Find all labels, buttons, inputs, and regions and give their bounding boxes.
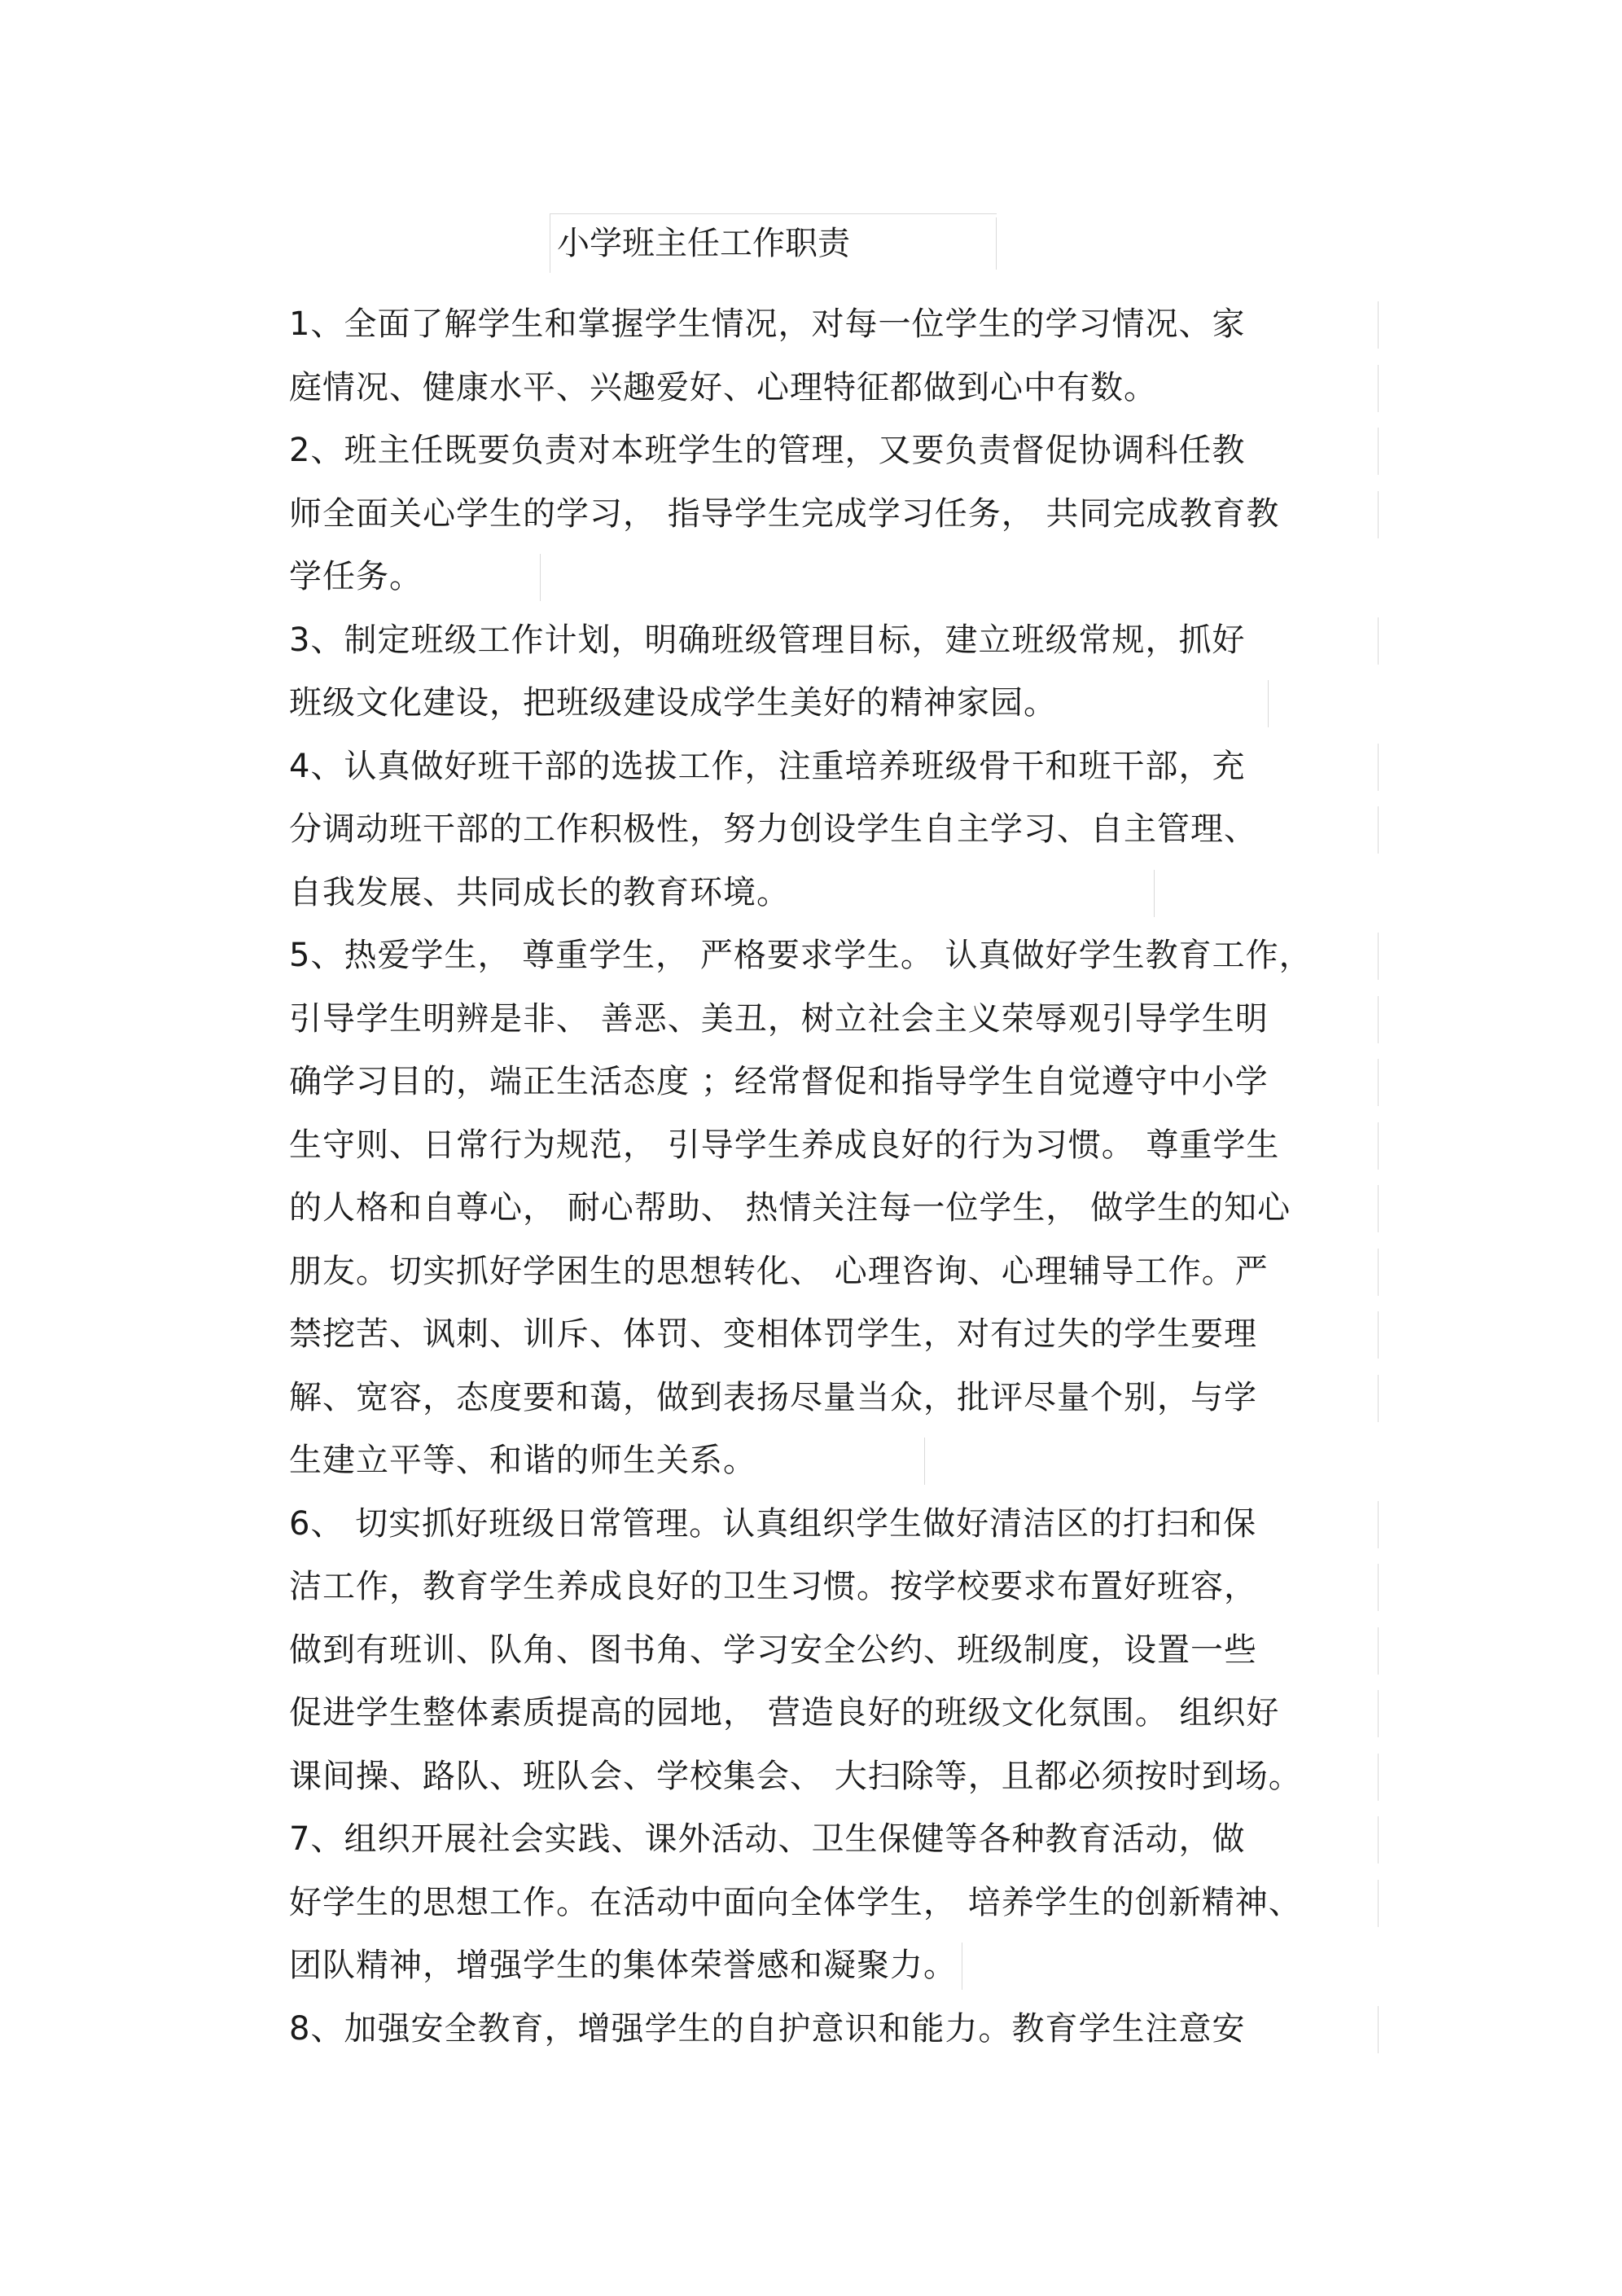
text-line-content: 课间操、路队、班队会、学校集会、 大扫除等，且都必须按时到场。 bbox=[289, 1757, 1302, 1795]
text-line bbox=[289, 988, 1380, 1051]
cell-border bbox=[1378, 1880, 1379, 1927]
text-line bbox=[289, 1114, 1380, 1178]
text-line bbox=[289, 672, 1380, 735]
text-line-content: 2、班主任既要负责对本班学生的管理，又要负责督促协调科任教 bbox=[289, 432, 1246, 469]
cell-border bbox=[1378, 996, 1379, 1043]
cell-border bbox=[1378, 744, 1379, 791]
text-line bbox=[289, 419, 1380, 483]
text-line bbox=[289, 1367, 1380, 1430]
text-line-content: 分调动班干部的工作积极性，努力创设学生自主学习、自主管理、 bbox=[289, 810, 1257, 848]
text-line bbox=[289, 1303, 1380, 1367]
text-line-content: 自我发展、共同成长的教育环境。 bbox=[289, 873, 790, 911]
text-line-content: 做到有班训、队角、图书角、学习安全公约、班级制度，设置一些 bbox=[289, 1631, 1257, 1669]
cell-border bbox=[1378, 617, 1379, 665]
cell-border bbox=[1378, 2006, 1379, 2053]
cell-border bbox=[1268, 680, 1269, 727]
cell-border bbox=[540, 554, 541, 601]
text-line-content: 3、制定班级工作计划，明确班级管理目标，建立班级常规，抓好 bbox=[289, 621, 1246, 659]
text-line-content: 生建立平等、和谐的师生关系。 bbox=[289, 1442, 756, 1479]
text-line-content: 5、热爱学生， 尊重学生， 严格要求学生。 认真做好学生教育工作， bbox=[289, 937, 1313, 974]
text-line bbox=[289, 546, 1380, 609]
text-line-content: 生守则、日常行为规范， 引导学生养成良好的行为习惯。 尊重学生 bbox=[289, 1126, 1280, 1164]
text-line bbox=[289, 862, 1380, 925]
text-line-content: 1、全面了解学生和掌握学生情况，对每一位学生的学习情况、家 bbox=[289, 305, 1246, 343]
text-line-content: 学任务。 bbox=[289, 558, 423, 595]
cell-border bbox=[1378, 1311, 1379, 1359]
text-line-content: 确学习目的，端正生活态度 ；经常督促和指导学生自觉遵守中小学 bbox=[289, 1063, 1269, 1100]
text-line bbox=[289, 1808, 1380, 1872]
cell-border bbox=[1378, 1816, 1379, 1864]
text-line-content: 的人格和自尊心， 耐心帮助、 热情关注每一位学生， 做学生的知心 bbox=[289, 1189, 1291, 1227]
text-line-content: 解、宽容，态度要和蔼，做到表扬尽量当众，批评尽量个别，与学 bbox=[289, 1378, 1257, 1416]
text-line-content: 班级文化建设，把班级建设成学生美好的精神家园。 bbox=[289, 684, 1057, 722]
text-line bbox=[289, 1745, 1380, 1809]
cell-border bbox=[1378, 1059, 1379, 1106]
text-line bbox=[289, 1998, 1380, 2061]
cell-border bbox=[1378, 1375, 1379, 1422]
cell-border bbox=[1378, 1690, 1379, 1737]
cell-border bbox=[1378, 1501, 1379, 1548]
text-line bbox=[289, 1556, 1380, 1619]
text-line bbox=[289, 1619, 1380, 1683]
text-line bbox=[289, 1240, 1380, 1304]
text-line bbox=[289, 1934, 1380, 1998]
cell-border bbox=[1378, 301, 1379, 349]
text-line-content: 促进学生整体素质提高的园地， 营造良好的班级文化氛围。 组织好 bbox=[289, 1694, 1280, 1732]
text-line bbox=[289, 483, 1380, 547]
text-line-content: 洁工作，教育学生养成良好的卫生习惯。按学校要求布置好班容， bbox=[289, 1568, 1257, 1605]
cell-border bbox=[1154, 870, 1155, 917]
text-line bbox=[289, 924, 1380, 988]
cell-border bbox=[1378, 428, 1379, 475]
text-line bbox=[289, 293, 1380, 357]
cell-border bbox=[1378, 365, 1379, 412]
text-line-content: 朋友。切实抓好学困生的思想转化、 心理咨询、心理辅导工作。严 bbox=[289, 1252, 1269, 1290]
cell-border bbox=[1378, 1754, 1379, 1801]
cell-border bbox=[924, 1438, 925, 1485]
cell-border bbox=[1378, 933, 1379, 980]
text-line bbox=[289, 357, 1380, 420]
text-line-content: 7、组织开展社会实践、课外活动、卫生保健等各种教育活动，做 bbox=[289, 1820, 1246, 1858]
text-line bbox=[289, 735, 1380, 799]
cell-border bbox=[1378, 1185, 1379, 1232]
text-line bbox=[289, 1177, 1380, 1240]
text-line bbox=[289, 1493, 1380, 1556]
cell-border bbox=[1378, 491, 1379, 538]
text-line-content: 引导学生明辨是非、 善恶、美丑，树立社会主义荣辱观引导学生明 bbox=[289, 999, 1269, 1038]
page-title: 小学班主任工作职责 bbox=[550, 213, 997, 273]
text-line-content: 禁挖苦、讽刺、训斥、体罚、变相体罚学生，对有过失的学生要理 bbox=[289, 1315, 1257, 1353]
text-line-content: 师全面关心学生的学习， 指导学生完成学习任务， 共同完成教育教 bbox=[289, 494, 1280, 533]
cell-border bbox=[1378, 1564, 1379, 1611]
text-line bbox=[289, 798, 1380, 862]
text-line-content: 8、加强安全教育，增强学生的自护意识和能力。教育学生注意安 bbox=[289, 2009, 1246, 2048]
text-line bbox=[289, 1872, 1380, 1935]
text-line-content: 4、认真做好班干部的选拔工作，注重培养班级骨干和班干部，充 bbox=[289, 747, 1246, 785]
text-line-content: 好学生的思想工作。在活动中面向全体学生， 培养学生的创新精神、 bbox=[289, 1883, 1302, 1921]
text-line bbox=[289, 609, 1380, 673]
text-line-content: 6、 切实抓好班级日常管理。认真组织学生做好清洁区的打扫和保 bbox=[289, 1504, 1257, 1543]
body-text bbox=[289, 293, 1380, 2061]
text-line bbox=[289, 1429, 1380, 1493]
text-line bbox=[289, 1051, 1380, 1114]
cell-border bbox=[1378, 1249, 1379, 1296]
cell-border bbox=[1378, 806, 1379, 854]
text-line-content: 庭情况、健康水平、兴趣爱好、心理特征都做到心中有数。 bbox=[289, 368, 1157, 406]
cell-border bbox=[1378, 1627, 1379, 1675]
text-line-content: 团队精神，增强学生的集体荣誉感和凝聚力。 bbox=[289, 1947, 957, 1984]
cell-border bbox=[1378, 1122, 1379, 1170]
text-line bbox=[289, 1682, 1380, 1745]
